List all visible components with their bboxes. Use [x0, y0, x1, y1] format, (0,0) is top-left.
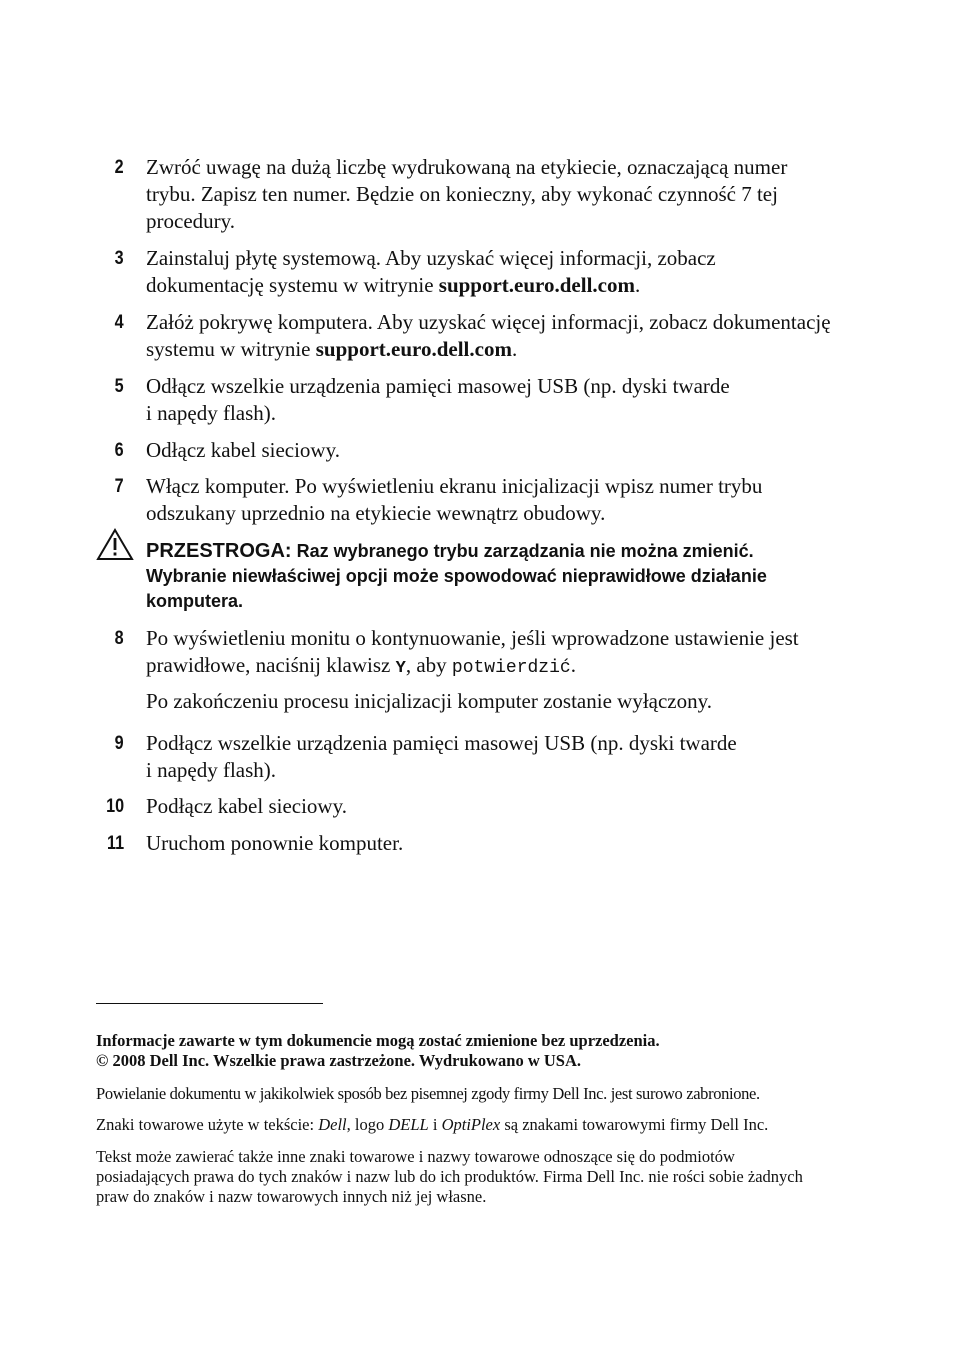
step-text: Odłącz kabel sieciowy.: [146, 438, 340, 462]
step-number: 2: [115, 157, 124, 178]
other-trademarks-notice: Tekst może zawierać także inne znaki towarowe i nazwy towarowe odnoszące się do podmiotów posiadających prawa do tych znaków i nazw lub do ich produktów. Firma Dell Inc. nie rości sobie żadnych praw do znaków i nazw towarowych innych niż jej własne.: [96, 1147, 803, 1206]
step-number: 10: [106, 796, 124, 817]
step-text: Uruchom ponownie komputer.: [146, 831, 404, 855]
step-text: Podłącz wszelkie urządzenia pamięci masowej USB (np. dyski twarde i napędy flash).: [146, 731, 737, 782]
step-number: 11: [106, 833, 124, 854]
step-subtext: Po zakończeniu procesu inicjalizacji komputer zostanie wyłączony.: [146, 689, 713, 713]
step-number: 5: [115, 376, 124, 397]
step-number: 7: [115, 476, 124, 497]
legal-notice: Informacje zawarte w tym dokumencie mogą zostać zmienione bez uprzedzenia. © 2008 Dell Inc. Wszelkie prawa zastrzeżone. Wydrukowano w USA.: [96, 1031, 660, 1070]
step-text: Zainstaluj płytę systemową. Aby uzyskać więcej informacji, zobacz dokumentację systemu w witrynie support.euro.dell.com.: [146, 246, 716, 297]
footnote-divider: [96, 1003, 323, 1004]
step-text: Włącz komputer. Po wyświetleniu ekranu inicjalizacji wpisz numer trybu odszukany uprzednio na etykiecie wewnątrz obudowy.: [146, 474, 763, 525]
step-number: 4: [115, 312, 124, 333]
step-number: 6: [115, 440, 124, 461]
step-text: Zwróć uwagę na dużą liczbę wydrukowaną na etykiecie, oznaczającą numer trybu. Zapisz ten numer. Będzie on konieczny, aby wykonać czynność 7 tej procedury.: [146, 155, 788, 233]
step-text: Podłącz kabel sieciowy.: [146, 794, 347, 818]
support-link[interactable]: support.euro.dell.com: [438, 273, 635, 297]
step-text: Załóż pokrywę komputera. Aby uzyskać więcej informacji, zobacz dokumentację systemu w witrynie support.euro.dell.com.: [146, 310, 831, 361]
trademark-notice: Znaki towarowe użyte w tekście: Dell, logo DELL i OptiPlex są znakami towarowymi firmy Dell Inc.: [96, 1115, 769, 1134]
step-number: 8: [115, 628, 124, 649]
command-text: potwierdzić: [451, 658, 571, 678]
step-number: 3: [115, 248, 124, 269]
caution-text: PRZESTROGA: Raz wybranego trybu zarządzania nie można zmienić. Wybranie niewłaściwej opcji może spowodować nieprawidłowe działanie komputera.: [146, 540, 767, 611]
reproduction-notice: Powielanie dokumentu w jakikolwiek sposób bez pisemnej zgody firmy Dell Inc. jest surowo zabronione.: [96, 1084, 760, 1103]
support-link[interactable]: support.euro.dell.com: [315, 337, 512, 361]
step-number: 9: [115, 733, 124, 754]
warning-triangle-icon: [96, 528, 134, 562]
step-text: Po wyświetleniu monitu o kontynuowanie, jeśli wprowadzone ustawienie jest prawidłowe, naciśnij klawisz Y, aby potwierdzić.: [146, 626, 799, 678]
step-text: Odłącz wszelkie urządzenia pamięci masowej USB (np. dyski twarde i napędy flash).: [146, 374, 730, 425]
key-y: Y: [395, 659, 406, 678]
caution-label: PRZESTROGA:: [146, 540, 292, 562]
